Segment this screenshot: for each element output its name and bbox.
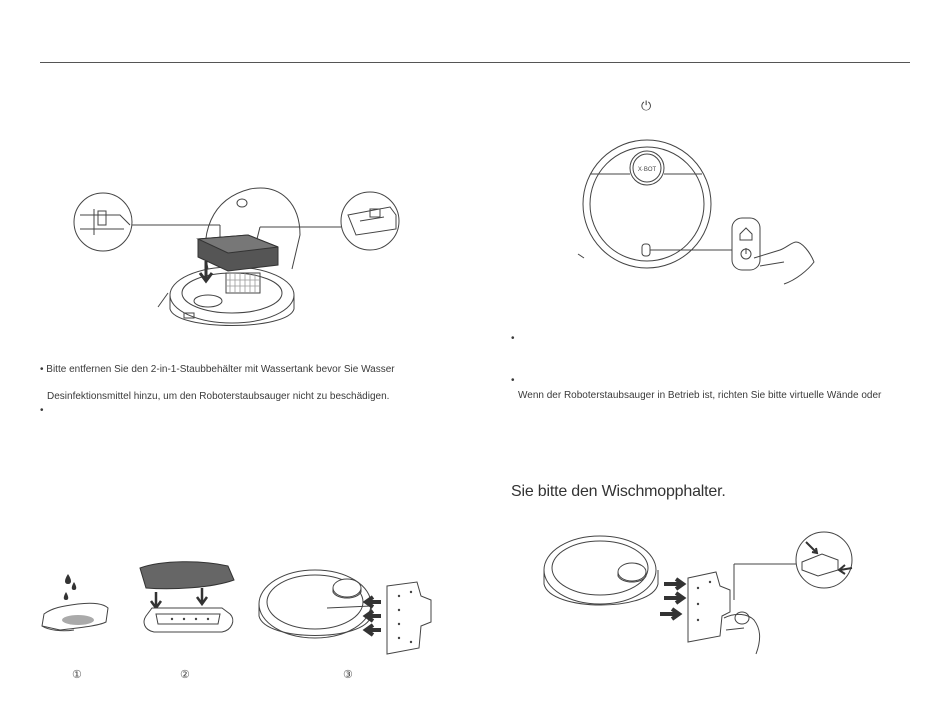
step-3-number: ③ bbox=[343, 669, 353, 681]
remove-mop-holder-illustration bbox=[540, 528, 860, 658]
robot-brand-label: X·BOT bbox=[637, 167, 657, 173]
right-note-line: Wenn der Roboterstaubsauger in Betrieb ist, richten Sie bitte virtuelle Wände oder bbox=[518, 390, 882, 401]
robot-open-lid-illustration bbox=[60, 185, 440, 345]
left-note-line-2: Desinfektionsmittel hinzu, um den Roboterstaubsauger nicht zu beschädigen. bbox=[47, 391, 390, 402]
section-heading: Sie bitte den Wischmopphalter. bbox=[511, 483, 726, 500]
step-2-mop-holder-illustration bbox=[132, 558, 242, 648]
robot-power-button-illustration bbox=[570, 138, 830, 288]
step-2-number: ② bbox=[180, 669, 190, 681]
right-bullet-1: • bbox=[511, 333, 515, 344]
step-1-mop-illustration bbox=[38, 568, 118, 638]
left-note-bullet: • bbox=[40, 405, 44, 416]
left-note-line-1: • Bitte entfernen Sie den 2-in-1-Staubbehälter mit Wassertank bevor Sie Wasser bbox=[40, 364, 395, 375]
step-1-number: ① bbox=[72, 669, 82, 681]
header-divider bbox=[40, 62, 910, 63]
right-bullet-2: • bbox=[511, 375, 515, 386]
step-3-attach-holder-illustration bbox=[255, 562, 445, 662]
power-icon: ⏻ bbox=[641, 98, 652, 113]
